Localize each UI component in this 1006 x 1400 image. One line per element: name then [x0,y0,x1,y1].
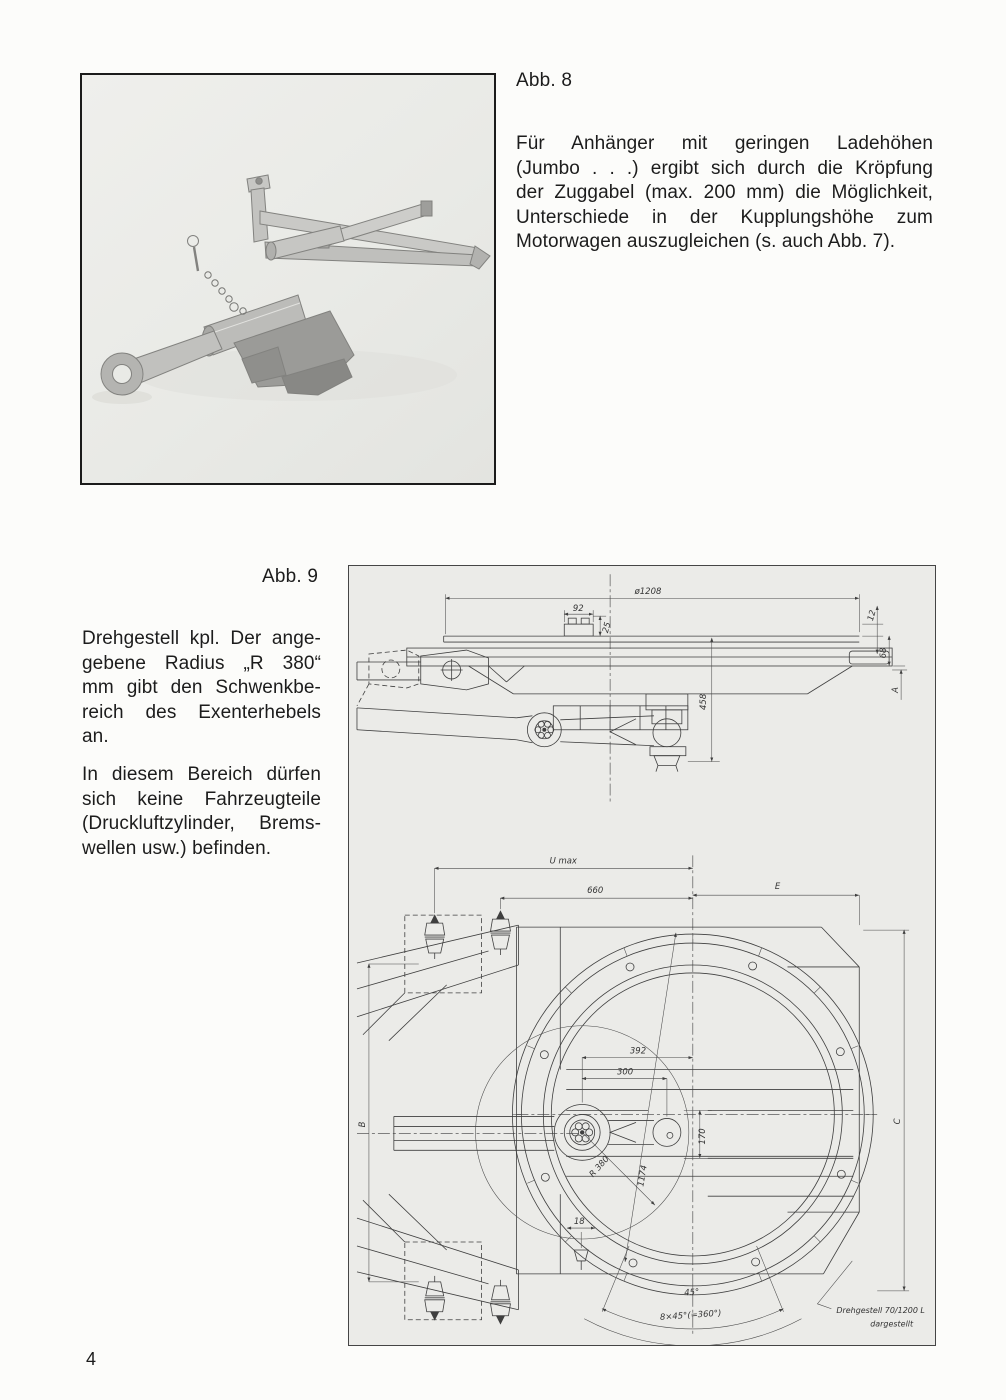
dim-label-diameter-1208: ø1208 [634,586,662,597]
dim-label-umax: U max [549,855,577,866]
dim-label-8x45deg: 8×45°(=360°) [659,1307,722,1322]
drawing-note-line1: Drehgestell 70/1200 L [836,1305,925,1315]
plan-view-dimensions [369,868,909,1345]
plan-view-labels [357,855,925,1328]
page-number: 4 [86,1349,97,1369]
paragraph-abb8 [516,132,933,255]
dim-label-r380: R 380 [586,1153,611,1179]
text-line: sich keine Fahrzeugteile [82,788,321,810]
text-line: Motorwagen auszugleichen (s. auch Abb. 7). [516,231,896,253]
dim-label-E: E [774,881,781,892]
dim-label-A: A [890,687,901,693]
drawbar-photo-image [82,75,494,483]
text-line: Unterschiede in der Kupplungshöhe zum [516,206,933,228]
dim-label-300: 300 [616,1066,634,1077]
side-view [357,574,892,803]
drawbar-photo-figure [80,73,496,485]
turntable-technical-drawing [348,565,936,1346]
dim-label-660: 660 [587,885,604,896]
plan-view [357,855,877,1335]
text-line: In diesem Bereich dürfen [82,764,321,785]
text-line: der Zuggabel (max. 200 mm) die Möglichkeit, [516,182,933,204]
turntable-drawing-svg [349,566,935,1345]
paragraph-schwenkbereich [82,763,321,861]
text-line: Drehgestell kpl. Der ange- [82,628,321,649]
text-line: Für Anhänger mit geringen Ladehöhen [516,133,933,154]
dim-label-12: 12 [865,608,878,622]
dim-label-68: 68 [878,647,889,659]
center-hub [554,1104,681,1160]
text-line: mm gibt den Schwenkbe- [82,677,321,699]
spring-bracket-bottom [357,1194,518,1324]
text-line: (Druckluftzylinder, Brems- [82,813,321,835]
dim-label-B: B [356,1121,367,1128]
dim-label-1174: 1174 [635,1164,649,1188]
safety-chain [205,272,246,314]
dim-label-C: C [892,1118,903,1125]
dim-label-18: 18 [573,1216,585,1227]
caption-abb8: Abb. 8 [516,70,573,91]
dim-label-392: 392 [629,1045,647,1056]
dim-label-170: 170 [696,1128,707,1145]
drawing-note-line2: dargestellt [870,1319,914,1329]
dim-label-458: 458 [697,693,708,710]
spring-bracket-top [357,911,518,1041]
caption-abb9: Abb. 9 [262,566,319,587]
text-line: gebene Radius „R 380“ [82,652,321,674]
dim-label-25: 25 [599,620,613,634]
text-line: wellen usw.) befinden. [82,837,272,859]
dim-label-45deg: 45° [683,1286,700,1298]
text-line: reich des Exenterhebels [82,701,321,723]
text-line: (Jumbo . . .) ergibt sich durch die Kröpfung [516,157,933,179]
paragraph-drehgestell [82,627,321,750]
dim-label-92: 92 [572,603,584,614]
text-line: an. [82,726,109,748]
side-view-dimensions [446,594,907,761]
